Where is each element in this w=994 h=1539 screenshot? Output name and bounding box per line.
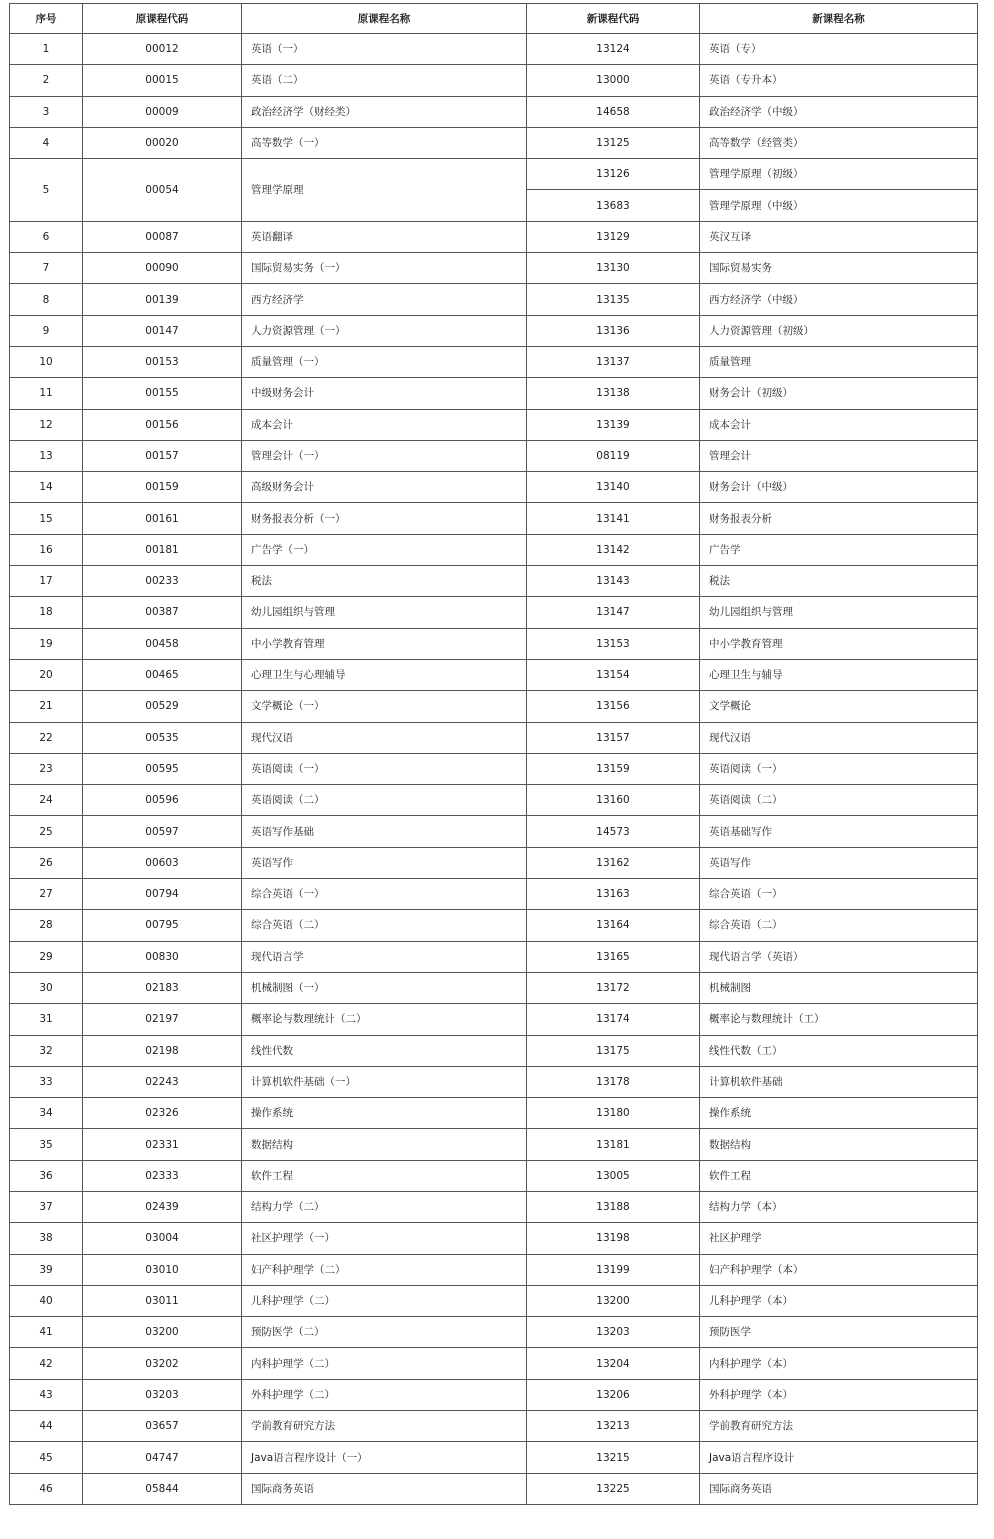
table-row xyxy=(10,221,978,252)
seq-cell: 11 xyxy=(10,378,83,409)
old-name-cell: 广告学（一） xyxy=(242,534,527,565)
new-name-cell: 文学概论 xyxy=(700,691,978,722)
new-name-cell: 综合英语（二） xyxy=(700,910,978,941)
old-name-cell: 税法 xyxy=(242,566,527,597)
table-row xyxy=(10,785,978,816)
new-name-cell: 税法 xyxy=(700,566,978,597)
old-code-cell: 03203 xyxy=(83,1379,242,1410)
new-name-cell: 管理学原理（初级） xyxy=(700,159,978,190)
old-name-cell: 国际贸易实务（一） xyxy=(242,253,527,284)
new-code-cell: 13153 xyxy=(527,628,700,659)
old-code-cell: 00597 xyxy=(83,816,242,847)
seq-cell: 29 xyxy=(10,941,83,972)
old-name-cell: 社区护理学（一） xyxy=(242,1223,527,1254)
old-code-cell: 00465 xyxy=(83,659,242,690)
new-code-cell: 13165 xyxy=(527,941,700,972)
new-code-cell: 13139 xyxy=(527,409,700,440)
old-name-cell: 中小学教育管理 xyxy=(242,628,527,659)
old-name-cell: 英语写作基础 xyxy=(242,816,527,847)
seq-cell: 4 xyxy=(10,127,83,158)
new-name-cell: 外科护理学（本） xyxy=(700,1379,978,1410)
old-name-cell: 线性代数 xyxy=(242,1035,527,1066)
old-name-cell: 英语（一） xyxy=(242,34,527,65)
new-name-cell: 英汉互译 xyxy=(700,221,978,252)
old-name-cell: 结构力学（二） xyxy=(242,1191,527,1222)
new-name-cell: 人力资源管理（初级） xyxy=(700,315,978,346)
old-code-cell: 02333 xyxy=(83,1160,242,1191)
old-code-cell: 00012 xyxy=(83,34,242,65)
seq-cell: 27 xyxy=(10,879,83,910)
seq-cell: 20 xyxy=(10,659,83,690)
table-row xyxy=(10,659,978,690)
old-code-cell: 00603 xyxy=(83,847,242,878)
new-name-cell: 管理学原理（中级） xyxy=(700,190,978,221)
old-name-cell: 文学概论（一） xyxy=(242,691,527,722)
old-code-cell: 00156 xyxy=(83,409,242,440)
new-code-cell: 13140 xyxy=(527,472,700,503)
table-row xyxy=(10,1004,978,1035)
old-name-cell: 操作系统 xyxy=(242,1098,527,1129)
table-row xyxy=(10,1379,978,1410)
table-row xyxy=(10,1129,978,1160)
new-code-cell: 13178 xyxy=(527,1066,700,1097)
new-code-cell: 13199 xyxy=(527,1254,700,1285)
table-row xyxy=(10,597,978,628)
seq-cell: 5 xyxy=(10,159,83,222)
seq-cell: 41 xyxy=(10,1317,83,1348)
new-name-cell: 儿科护理学（本） xyxy=(700,1285,978,1316)
new-name-cell: 广告学 xyxy=(700,534,978,565)
new-name-cell: 西方经济学（中级） xyxy=(700,284,978,315)
seq-cell: 15 xyxy=(10,503,83,534)
new-name-cell: 成本会计 xyxy=(700,409,978,440)
seq-cell: 6 xyxy=(10,221,83,252)
old-name-cell: 国际商务英语 xyxy=(242,1473,527,1504)
new-name-cell: 心理卫生与辅导 xyxy=(700,659,978,690)
new-code-cell: 13126 xyxy=(527,159,700,190)
table-row xyxy=(10,315,978,346)
old-code-cell: 00009 xyxy=(83,96,242,127)
table-row xyxy=(10,253,978,284)
seq-cell: 2 xyxy=(10,65,83,96)
new-code-cell: 13188 xyxy=(527,1191,700,1222)
old-code-cell: 00090 xyxy=(83,253,242,284)
table-row xyxy=(10,972,978,1003)
old-name-cell: 数据结构 xyxy=(242,1129,527,1160)
table-row xyxy=(10,378,978,409)
seq-cell: 32 xyxy=(10,1035,83,1066)
table-row xyxy=(10,284,978,315)
old-code-cell: 02197 xyxy=(83,1004,242,1035)
new-name-cell: 财务报表分析 xyxy=(700,503,978,534)
table-row xyxy=(10,1411,978,1442)
table-row xyxy=(10,1473,978,1504)
old-name-cell: 综合英语（一） xyxy=(242,879,527,910)
header-seq: 序号 xyxy=(10,4,83,34)
seq-cell: 13 xyxy=(10,440,83,471)
seq-cell: 39 xyxy=(10,1254,83,1285)
old-name-cell: 妇产科护理学（二） xyxy=(242,1254,527,1285)
table-row xyxy=(10,1285,978,1316)
old-code-cell: 00387 xyxy=(83,597,242,628)
new-code-cell: 13180 xyxy=(527,1098,700,1129)
new-code-cell: 13203 xyxy=(527,1317,700,1348)
old-name-cell: 外科护理学（二） xyxy=(242,1379,527,1410)
old-name-cell: 软件工程 xyxy=(242,1160,527,1191)
new-code-cell: 13000 xyxy=(527,65,700,96)
seq-cell: 31 xyxy=(10,1004,83,1035)
table-row xyxy=(10,1191,978,1222)
table-row xyxy=(10,1035,978,1066)
old-name-cell: 英语（二） xyxy=(242,65,527,96)
new-name-cell: 操作系统 xyxy=(700,1098,978,1129)
new-name-cell: 质量管理 xyxy=(700,346,978,377)
old-name-cell: 英语阅读（二） xyxy=(242,785,527,816)
new-name-cell: 财务会计（中级） xyxy=(700,472,978,503)
seq-cell: 7 xyxy=(10,253,83,284)
new-code-cell: 08119 xyxy=(527,440,700,471)
seq-cell: 18 xyxy=(10,597,83,628)
seq-cell: 26 xyxy=(10,847,83,878)
table-row xyxy=(10,346,978,377)
new-name-cell: 英语阅读（二） xyxy=(700,785,978,816)
course-mapping-table-container xyxy=(9,3,978,1505)
new-code-cell: 13138 xyxy=(527,378,700,409)
seq-cell: 9 xyxy=(10,315,83,346)
new-name-cell: 线性代数（工） xyxy=(700,1035,978,1066)
new-code-cell: 13157 xyxy=(527,722,700,753)
seq-cell: 1 xyxy=(10,34,83,65)
new-name-cell: 幼儿园组织与管理 xyxy=(700,597,978,628)
old-code-cell: 00153 xyxy=(83,346,242,377)
table-row xyxy=(10,753,978,784)
old-code-cell: 02331 xyxy=(83,1129,242,1160)
new-code-cell: 13215 xyxy=(527,1442,700,1473)
new-code-cell: 13175 xyxy=(527,1035,700,1066)
new-code-cell: 13124 xyxy=(527,34,700,65)
new-name-cell: 国际商务英语 xyxy=(700,1473,978,1504)
new-name-cell: 概率论与数理统计（工） xyxy=(700,1004,978,1035)
old-name-cell: 内科护理学（二） xyxy=(242,1348,527,1379)
seq-cell: 43 xyxy=(10,1379,83,1410)
old-code-cell: 00087 xyxy=(83,221,242,252)
seq-cell: 33 xyxy=(10,1066,83,1097)
old-name-cell: 心理卫生与心理辅导 xyxy=(242,659,527,690)
new-code-cell: 13206 xyxy=(527,1379,700,1410)
old-name-cell: 综合英语（二） xyxy=(242,910,527,941)
new-name-cell: 内科护理学（本） xyxy=(700,1348,978,1379)
new-name-cell: 财务会计（初级） xyxy=(700,378,978,409)
table-row xyxy=(10,1317,978,1348)
new-name-cell: 学前教育研究方法 xyxy=(700,1411,978,1442)
new-code-cell: 13683 xyxy=(527,190,700,221)
seq-cell: 36 xyxy=(10,1160,83,1191)
old-code-cell: 00147 xyxy=(83,315,242,346)
old-code-cell: 05844 xyxy=(83,1473,242,1504)
new-code-cell: 13160 xyxy=(527,785,700,816)
table-row xyxy=(10,941,978,972)
old-code-cell: 02439 xyxy=(83,1191,242,1222)
old-name-cell: 现代语言学 xyxy=(242,941,527,972)
table-row xyxy=(10,1254,978,1285)
new-code-cell: 13204 xyxy=(527,1348,700,1379)
new-code-cell: 13130 xyxy=(527,253,700,284)
table-row xyxy=(10,96,978,127)
seq-cell: 40 xyxy=(10,1285,83,1316)
table-row xyxy=(10,65,978,96)
old-code-cell: 00161 xyxy=(83,503,242,534)
new-code-cell: 13142 xyxy=(527,534,700,565)
new-code-cell: 13164 xyxy=(527,910,700,941)
old-code-cell: 00159 xyxy=(83,472,242,503)
new-name-cell: 英语（专） xyxy=(700,34,978,65)
table-row xyxy=(10,566,978,597)
old-name-cell: 英语阅读（一） xyxy=(242,753,527,784)
course-mapping-table xyxy=(9,3,978,1505)
old-code-cell: 03011 xyxy=(83,1285,242,1316)
old-code-cell: 02326 xyxy=(83,1098,242,1129)
table-row xyxy=(10,534,978,565)
seq-cell: 37 xyxy=(10,1191,83,1222)
new-name-cell: 英语（专升本） xyxy=(700,65,978,96)
new-code-cell: 13156 xyxy=(527,691,700,722)
table-row xyxy=(10,1160,978,1191)
table-row xyxy=(10,1348,978,1379)
new-name-cell: 妇产科护理学（本） xyxy=(700,1254,978,1285)
old-code-cell: 00054 xyxy=(83,159,242,222)
new-code-cell: 14573 xyxy=(527,816,700,847)
seq-cell: 16 xyxy=(10,534,83,565)
new-name-cell: 现代汉语 xyxy=(700,722,978,753)
new-name-cell: 预防医学 xyxy=(700,1317,978,1348)
old-code-cell: 00794 xyxy=(83,879,242,910)
old-code-cell: 00830 xyxy=(83,941,242,972)
seq-cell: 44 xyxy=(10,1411,83,1442)
old-name-cell: 幼儿园组织与管理 xyxy=(242,597,527,628)
new-code-cell: 13129 xyxy=(527,221,700,252)
old-name-cell: 现代汉语 xyxy=(242,722,527,753)
table-row xyxy=(10,910,978,941)
seq-cell: 22 xyxy=(10,722,83,753)
new-code-cell: 13213 xyxy=(527,1411,700,1442)
seq-cell: 35 xyxy=(10,1129,83,1160)
old-code-cell: 03202 xyxy=(83,1348,242,1379)
new-name-cell: 机械制图 xyxy=(700,972,978,1003)
old-code-cell: 03657 xyxy=(83,1411,242,1442)
header-old-name: 原课程名称 xyxy=(242,4,527,34)
new-name-cell: 现代语言学（英语） xyxy=(700,941,978,972)
seq-cell: 3 xyxy=(10,96,83,127)
table-row xyxy=(10,1098,978,1129)
old-code-cell: 00529 xyxy=(83,691,242,722)
new-code-cell: 13141 xyxy=(527,503,700,534)
table-row xyxy=(10,879,978,910)
seq-cell: 45 xyxy=(10,1442,83,1473)
old-name-cell: 西方经济学 xyxy=(242,284,527,315)
new-name-cell: 社区护理学 xyxy=(700,1223,978,1254)
old-name-cell: 高等数学（一） xyxy=(242,127,527,158)
new-name-cell: 国际贸易实务 xyxy=(700,253,978,284)
old-code-cell: 03010 xyxy=(83,1254,242,1285)
old-code-cell: 00155 xyxy=(83,378,242,409)
table-body xyxy=(10,34,978,1505)
old-name-cell: 概率论与数理统计（二） xyxy=(242,1004,527,1035)
old-code-cell: 03004 xyxy=(83,1223,242,1254)
old-code-cell: 04747 xyxy=(83,1442,242,1473)
new-code-cell: 13162 xyxy=(527,847,700,878)
old-code-cell: 00020 xyxy=(83,127,242,158)
seq-cell: 8 xyxy=(10,284,83,315)
new-code-cell: 13198 xyxy=(527,1223,700,1254)
old-code-cell: 00233 xyxy=(83,566,242,597)
new-name-cell: 高等数学（经管类） xyxy=(700,127,978,158)
new-name-cell: 结构力学（本） xyxy=(700,1191,978,1222)
table-row xyxy=(10,409,978,440)
new-code-cell: 13136 xyxy=(527,315,700,346)
seq-cell: 17 xyxy=(10,566,83,597)
old-name-cell: Java语言程序设计（一） xyxy=(242,1442,527,1473)
old-name-cell: 机械制图（一） xyxy=(242,972,527,1003)
table-row xyxy=(10,503,978,534)
seq-cell: 34 xyxy=(10,1098,83,1129)
seq-cell: 19 xyxy=(10,628,83,659)
header-row xyxy=(10,4,978,34)
header-new-code: 新课程代码 xyxy=(527,4,700,34)
table-row xyxy=(10,440,978,471)
old-name-cell: 计算机软件基础（一） xyxy=(242,1066,527,1097)
seq-cell: 38 xyxy=(10,1223,83,1254)
new-name-cell: 综合英语（一） xyxy=(700,879,978,910)
table-row xyxy=(10,1223,978,1254)
new-code-cell: 13154 xyxy=(527,659,700,690)
table-row xyxy=(10,628,978,659)
seq-cell: 14 xyxy=(10,472,83,503)
old-name-cell: 高级财务会计 xyxy=(242,472,527,503)
old-code-cell: 00595 xyxy=(83,753,242,784)
seq-cell: 30 xyxy=(10,972,83,1003)
old-code-cell: 02243 xyxy=(83,1066,242,1097)
old-name-cell: 儿科护理学（二） xyxy=(242,1285,527,1316)
new-name-cell: 中小学教育管理 xyxy=(700,628,978,659)
old-name-cell: 学前教育研究方法 xyxy=(242,1411,527,1442)
new-code-cell: 14658 xyxy=(527,96,700,127)
table-row xyxy=(10,1442,978,1473)
old-code-cell: 02198 xyxy=(83,1035,242,1066)
new-name-cell: Java语言程序设计 xyxy=(700,1442,978,1473)
seq-cell: 23 xyxy=(10,753,83,784)
new-name-cell: 软件工程 xyxy=(700,1160,978,1191)
old-name-cell: 预防医学（二） xyxy=(242,1317,527,1348)
table-row xyxy=(10,847,978,878)
old-code-cell: 00015 xyxy=(83,65,242,96)
new-code-cell: 13200 xyxy=(527,1285,700,1316)
seq-cell: 42 xyxy=(10,1348,83,1379)
seq-cell: 46 xyxy=(10,1473,83,1504)
table-row xyxy=(10,34,978,65)
new-code-cell: 13172 xyxy=(527,972,700,1003)
new-code-cell: 13225 xyxy=(527,1473,700,1504)
old-code-cell: 00535 xyxy=(83,722,242,753)
new-name-cell: 英语阅读（一） xyxy=(700,753,978,784)
new-code-cell: 13147 xyxy=(527,597,700,628)
new-name-cell: 英语基础写作 xyxy=(700,816,978,847)
table-row xyxy=(10,472,978,503)
new-name-cell: 数据结构 xyxy=(700,1129,978,1160)
new-code-cell: 13163 xyxy=(527,879,700,910)
header-new-name: 新课程名称 xyxy=(700,4,978,34)
new-code-cell: 13135 xyxy=(527,284,700,315)
old-name-cell: 政治经济学（财经类） xyxy=(242,96,527,127)
old-code-cell: 00795 xyxy=(83,910,242,941)
old-code-cell: 03200 xyxy=(83,1317,242,1348)
old-name-cell: 管理学原理 xyxy=(242,159,527,222)
new-code-cell: 13159 xyxy=(527,753,700,784)
new-name-cell: 政治经济学（中级） xyxy=(700,96,978,127)
new-name-cell: 英语写作 xyxy=(700,847,978,878)
old-name-cell: 中级财务会计 xyxy=(242,378,527,409)
old-name-cell: 质量管理（一） xyxy=(242,346,527,377)
old-name-cell: 成本会计 xyxy=(242,409,527,440)
old-name-cell: 人力资源管理（一） xyxy=(242,315,527,346)
new-name-cell: 管理会计 xyxy=(700,440,978,471)
seq-cell: 25 xyxy=(10,816,83,847)
seq-cell: 10 xyxy=(10,346,83,377)
seq-cell: 28 xyxy=(10,910,83,941)
old-name-cell: 管理会计（一） xyxy=(242,440,527,471)
old-code-cell: 02183 xyxy=(83,972,242,1003)
header-old-code: 原课程代码 xyxy=(83,4,242,34)
new-code-cell: 13125 xyxy=(527,127,700,158)
old-code-cell: 00181 xyxy=(83,534,242,565)
old-code-cell: 00157 xyxy=(83,440,242,471)
new-name-cell: 计算机软件基础 xyxy=(700,1066,978,1097)
new-code-cell: 13005 xyxy=(527,1160,700,1191)
old-code-cell: 00139 xyxy=(83,284,242,315)
table-row xyxy=(10,159,978,190)
table-row xyxy=(10,127,978,158)
seq-cell: 21 xyxy=(10,691,83,722)
new-code-cell: 13181 xyxy=(527,1129,700,1160)
old-name-cell: 英语翻译 xyxy=(242,221,527,252)
seq-cell: 12 xyxy=(10,409,83,440)
new-code-cell: 13137 xyxy=(527,346,700,377)
table-row xyxy=(10,1066,978,1097)
new-code-cell: 13174 xyxy=(527,1004,700,1035)
old-code-cell: 00458 xyxy=(83,628,242,659)
old-name-cell: 英语写作 xyxy=(242,847,527,878)
table-row xyxy=(10,691,978,722)
new-code-cell: 13143 xyxy=(527,566,700,597)
table-row xyxy=(10,816,978,847)
table-row xyxy=(10,722,978,753)
old-name-cell: 财务报表分析（一） xyxy=(242,503,527,534)
old-code-cell: 00596 xyxy=(83,785,242,816)
seq-cell: 24 xyxy=(10,785,83,816)
